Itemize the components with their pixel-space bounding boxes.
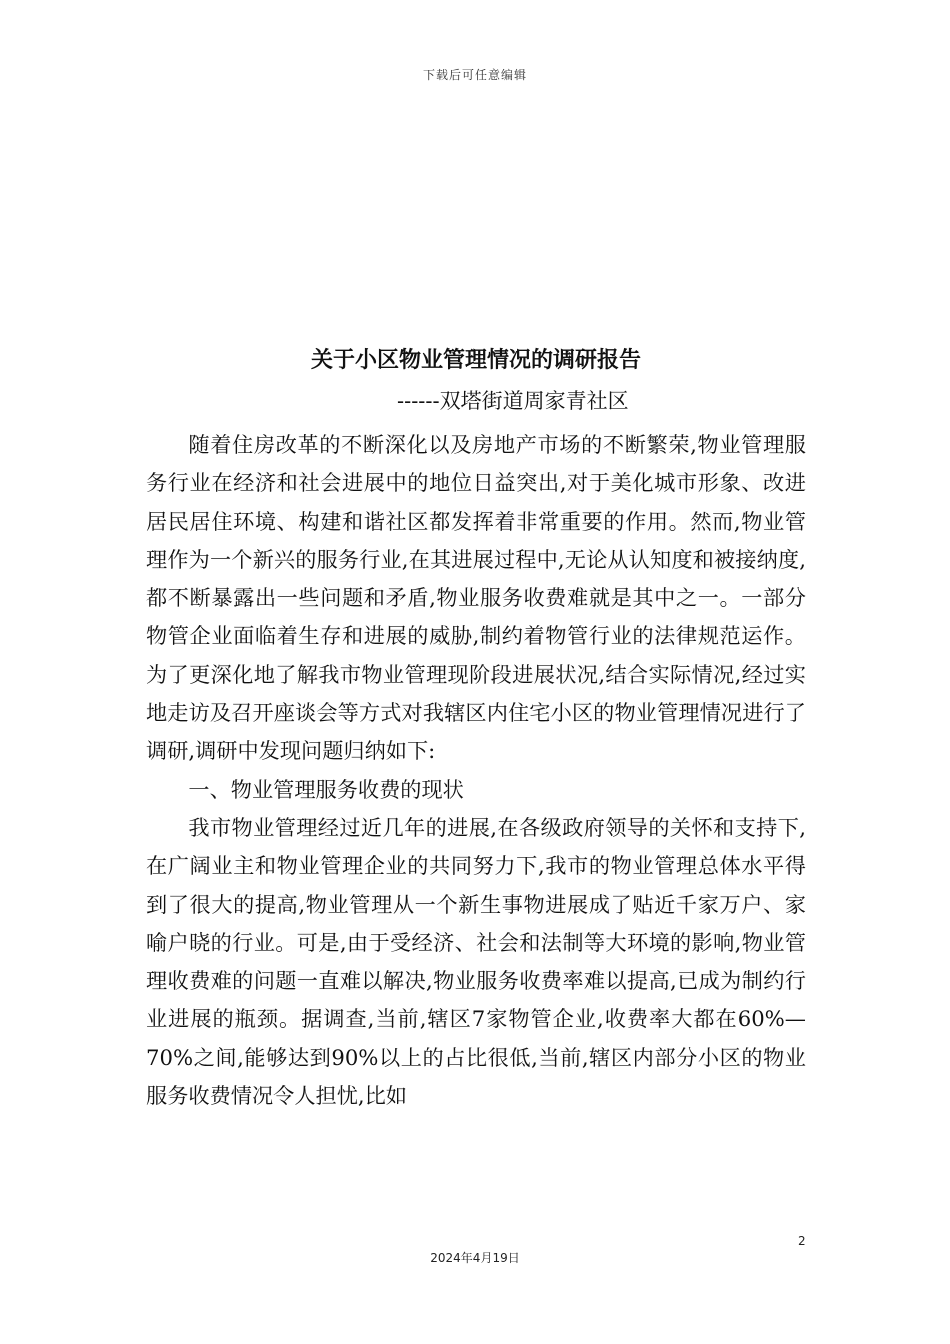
document-title: 关于小区物业管理情况的调研报告 [310,348,641,373]
footer-date: 2024年4月19日 [430,1251,520,1265]
page-number: 2 [798,1234,806,1248]
body-paragraph: 我市物业管理经过近几年的进展,在各级政府领导的关怀和支持下,在广阔业主和物业管理企业的共同努力下,我市的物业管理总体水平得到了很大的提高,物业管理从一个新生事物进展成了贴近千家万户、家喻户晓的行业。可是,由于受经济、社会和法制等大环境的影响,物业管理收费难的问题一直难以解决,物业服务收费率难以提高,已成为制约行业进展的瓶颈。据调查,当前,辖区7家物管企业,收费率大都在60%—70%之间,能够达到90%以上的占比很低,当前,辖区内部分小区的物业服务收费情况令人担忧,比如 [146,814,806,1109]
header-note: 下载后可任意编辑 [422,68,527,82]
document-body [146,426,806,1115]
intro-paragraph: 随着住房改革的不断深化以及房地产市场的不断繁荣,物业管理服务行业在经济和社会进展中的地位日益突出,对于美化城市形象、改进居民居住环境、构建和谐社区都发挥着非常重要的作用。然而,物业管理作为一个新兴的服务行业,在其进展过程中,无论从认知度和被接纳度,都不断暴露出一些问题和矛盾,物业服务收费难就是其中之一。一部分物管企业面临着生存和进展的威胁,制约着物管行业的法律规范运作。为了更深化地了解我市物业管理现阶段进展状况,结合实际情况,经过实地走访及召开座谈会等方式对我辖区内住宅小区的物业管理情况进行了调研,调研中发现问题归纳如下: [146,432,806,764]
document-subtitle: ------双塔街道周家青社区 [397,389,629,413]
section-heading: 一、物业管理服务收费的现状 [188,776,464,802]
